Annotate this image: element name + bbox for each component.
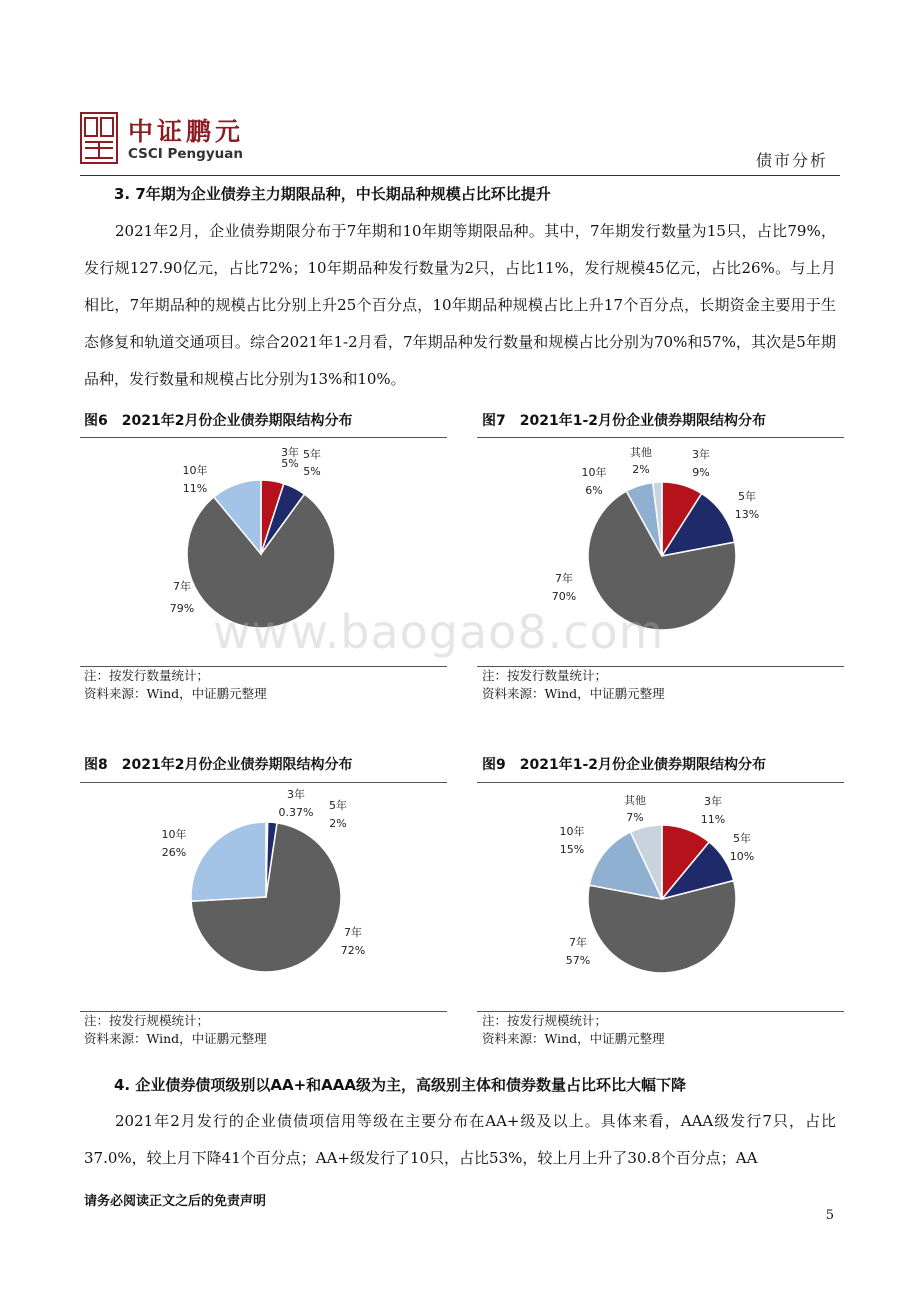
slice-name-label: 3年 <box>692 448 710 461</box>
slice-value-label: 11% <box>700 813 726 826</box>
section4-paragraph: 2021年2月发行的企业债债项信用等级在主要分布在AA+级及以上。具体来看，AAA级发行7只，占比37.0%，较上月下降41个百分点；AA+级发行了10只，占比53%，较上月上升了30.8个百分点；AA <box>84 1112 836 1167</box>
slice-value-label: 5% <box>303 465 321 478</box>
figure6-note: 注：按发行数量统计； <box>84 668 210 683</box>
slice-value-label: 7% <box>626 811 644 824</box>
figure9-source: 资料来源：Wind，中证鹏元整理 <box>482 1031 665 1046</box>
slice-name-label: 3年 <box>287 788 305 801</box>
slice-name-label: 5年 <box>303 448 321 461</box>
slice-name-label: 5年 <box>738 490 756 503</box>
slice-name-label: 7年 <box>344 926 362 939</box>
logo-chinese-name: 中证鹏元 <box>128 117 245 146</box>
section4-heading: 4. 企业债券债项级别以AA+和AAA级为主，高级别主体和债券数量占比环比大幅下降 <box>114 1076 686 1094</box>
slice-value-label: 5% <box>281 457 299 470</box>
figure6-caption: 图6 2021年2月份企业债券期限结构分布 <box>84 413 353 429</box>
section-label: 债市分析 <box>755 151 828 170</box>
slice-name-label: 5年 <box>329 799 347 812</box>
slice-name-label: 其他 <box>624 794 646 807</box>
slice-value-label: 26% <box>161 846 187 859</box>
figure9-caption: 图9 2021年1-2月份企业债券期限结构分布 <box>482 757 766 773</box>
figure7-top-rule <box>477 437 844 438</box>
figure9-pie-chart <box>477 785 844 1010</box>
slice-value-label: 72% <box>340 944 366 957</box>
slice-name-label: 10年 <box>581 466 607 479</box>
figure8-source: 资料来源：Wind，中证鹏元整理 <box>84 1031 267 1046</box>
slice-value-label: 9% <box>692 466 710 479</box>
slice-name-label: 3年 <box>281 446 299 459</box>
figure8-note: 注：按发行规模统计； <box>84 1013 210 1028</box>
slice-name-label: 3年 <box>704 795 722 808</box>
section3-paragraph: 2021年2月，企业债券期限分布于7年期和10年期等期限品种。其中，7年期发行数量为15只，占比79%，发行规127.90亿元，占比72%；10年期品种发行数量为2只，占比11%，发行规模45亿元，占比26%。与上月相比，7年期品种的规模占比分别上升25个百分点，10年期品种规模占比上升17个百分点，长期资金主要用于生态修复和轨道交通项目。综合2021年1-2月看，7年期品种发行数量和规模占比分别为70%和57%，其次是5年期品种，发行数量和规模占比分别为13%和10%。 <box>84 222 836 388</box>
figure9-top-rule <box>477 782 844 783</box>
logo-english-name: CSCI Pengyuan <box>128 146 243 162</box>
slice-value-label: 6% <box>585 484 603 497</box>
slice-value-label: 11% <box>182 482 208 495</box>
figure7-source: 资料来源：Wind，中证鹏元整理 <box>482 686 665 701</box>
slice-value-label: 2% <box>632 463 650 476</box>
slice-name-label: 10年 <box>161 828 187 841</box>
slice-name-label: 其他 <box>630 446 652 459</box>
slice-value-label: 15% <box>559 843 585 856</box>
watermark: www.baogao8.com <box>213 605 665 659</box>
figure8-caption: 图8 2021年2月份企业债券期限结构分布 <box>84 757 353 773</box>
slice-value-label: 0.37% <box>278 806 314 819</box>
slice-value-label: 13% <box>734 508 760 521</box>
slice-name-label: 10年 <box>559 825 585 838</box>
slice-name-label: 7年 <box>173 580 191 593</box>
figure8-pie-chart <box>80 785 447 1010</box>
figure7-note: 注：按发行数量统计； <box>482 668 608 683</box>
header-rule <box>80 175 840 176</box>
figure8-top-rule <box>80 782 447 783</box>
figure9-note: 注：按发行规模统计； <box>482 1013 608 1028</box>
figure6-source: 资料来源：Wind，中证鹏元整理 <box>84 686 267 701</box>
logo-seal-icon <box>80 112 118 164</box>
slice-value-label: 57% <box>565 954 591 967</box>
figure7-caption: 图7 2021年1-2月份企业债券期限结构分布 <box>482 413 766 429</box>
slice-name-label: 7年 <box>569 936 587 949</box>
pie-slice-3 <box>191 822 266 901</box>
slice-value-label: 79% <box>169 602 195 615</box>
slice-name-label: 10年 <box>182 464 208 477</box>
figure6-top-rule <box>80 437 447 438</box>
section3-heading: 3. 7年期为企业债券主力期限品种，中长期品种规模占比环比提升 <box>114 185 551 203</box>
disclaimer: 请务必阅读正文之后的免责声明 <box>84 1194 267 1209</box>
slice-value-label: 70% <box>551 590 577 603</box>
slice-name-label: 5年 <box>733 832 751 845</box>
slice-name-label: 7年 <box>555 572 573 585</box>
slice-value-label: 10% <box>729 850 755 863</box>
page-number: 5 <box>825 1208 834 1223</box>
slice-value-label: 2% <box>329 817 347 830</box>
